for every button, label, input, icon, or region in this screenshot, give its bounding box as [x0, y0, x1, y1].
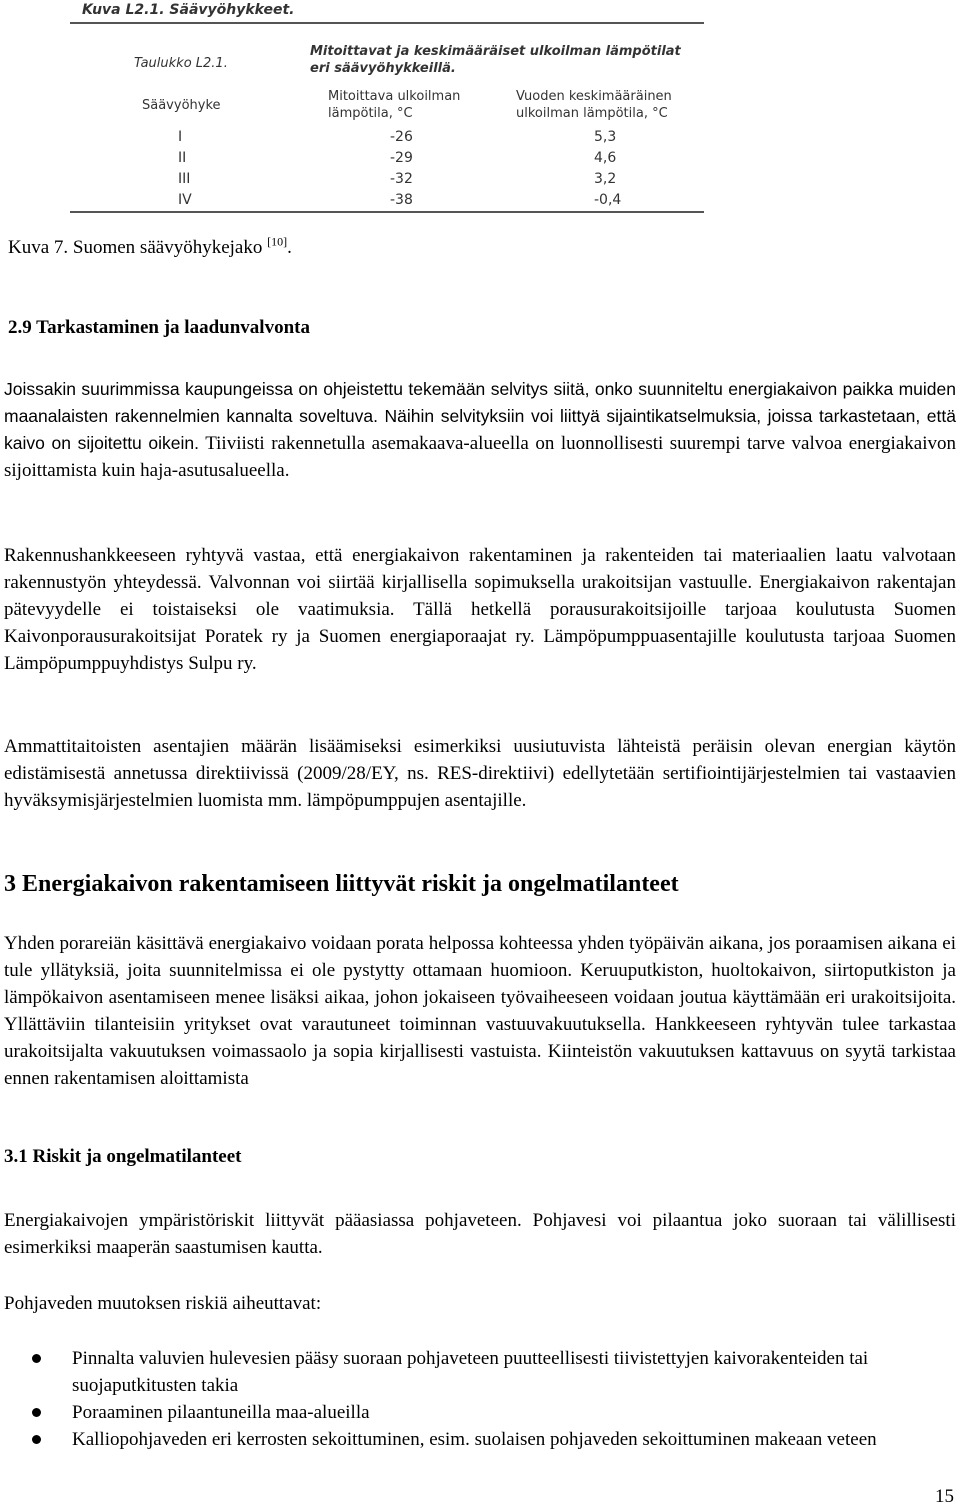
bullet-icon: [32, 1408, 41, 1417]
list-item-text: Kalliopohjaveden eri kerrosten sekoittuminen, esim. suolaisen pohjaveden sekoittuminen makeaan veteen: [72, 1429, 877, 1450]
list-item-text: Pinnalta valuvien hulevesien pääsy suoraan pohjaveteen puutteellisesti tiivistettyjen kaivorakenteiden tai suojaputkitusten takia: [72, 1348, 869, 1396]
table-row: [70, 128, 704, 149]
section-heading-3-1: 3.1 Riskit ja ongelmatilanteet: [4, 1146, 242, 1167]
table-cell: -0,4: [594, 192, 622, 208]
list-item: [0, 1399, 944, 1426]
table-cell: III: [178, 171, 191, 187]
paragraph: Pohjaveden muutoksen riskiä aiheuttavat:: [4, 1293, 322, 1314]
risk-list: [0, 1345, 944, 1453]
table-cell: 4,6: [594, 150, 617, 166]
paragraph: [4, 376, 956, 484]
table-header-zone: Säävyöhyke: [142, 98, 221, 113]
table-body: [70, 128, 704, 212]
paragraph: Rakennushankkeeseen ryhtyvä vastaa, että energiakaivon rakentaminen ja rakenteiden tai materiaalien laatu valvotaan rakennustyön yhteydessä. Valvonnan voi siirtää kirjallisella sopimuksella urakoitsijan vastuulle. Energiakaivon rakentajan pätevyydelle ei toistaiseksi ole vaatimuksia. Tällä hetkellä porausurakoitsijoille tarjoaa koulutusta Suomen Kaivonporausurakoitsijat Poratek ry ja Suomen energiaporaajat ry. Lämpöpumppuasentajille koulutusta tarjoaa Suomen Lämpöpumppuyhdistys Sulpu ry.: [4, 545, 956, 674]
bullet-icon: [32, 1435, 41, 1444]
page-number: 15: [935, 1486, 954, 1507]
figure-title: Kuva L2.1. Säävyöhykkeet.: [82, 2, 295, 18]
table-cell: I: [178, 129, 183, 145]
table-description: Mitoittavat ja keskimääräiset ulkoilman lämpötilat eri säävyöhykkeillä.: [310, 44, 681, 76]
table-cell: -38: [390, 192, 413, 208]
climate-zone-figure: [70, 0, 704, 214]
table-cell: -29: [390, 150, 413, 166]
caption-end: .: [287, 237, 292, 258]
list-item: [0, 1345, 944, 1399]
paragraph: Ammattitaitoisten asentajien määrän lisäämiseksi esimerkiksi uusiutuvista lähteistä peräisin olevan energian käytön edistämisestä annetussa direktiivissä (2009/28/EY, ns. RES-direktiivi) edellytetään sertifiointijärjestelmien tai vastaavien hyväksymisjärjestelmien luomista mm. lämpöpumppujen asentajille.: [4, 736, 956, 811]
table-cell: -26: [390, 129, 413, 145]
table-header-mean-temp: Vuoden keskimääräinen ulkoilman lämpötila, °C: [516, 89, 672, 121]
section-heading-3: 3 Energiakaivon rakentamiseen liittyvät riskit ja ongelmatilanteet: [4, 871, 679, 897]
table-row: [70, 149, 704, 170]
figure-top-rule: [70, 22, 704, 24]
section-heading-2-9: 2.9 Tarkastaminen ja laadunvalvonta: [8, 317, 310, 338]
table-cell: 5,3: [594, 129, 617, 145]
caption-reference: [10]: [267, 234, 288, 249]
list-item-text: Poraaminen pilaantuneilla maa-alueilla: [72, 1402, 370, 1423]
table-cell: II: [178, 150, 187, 166]
caption-text: Kuva 7. Suomen säävyöhykejako: [8, 237, 263, 258]
table-cell: IV: [178, 192, 192, 208]
table-row: [70, 170, 704, 191]
table-cell: -32: [390, 171, 413, 187]
paragraph-text: Tiiviisti rakennetulla asemakaava-alueella on luonnollisesti suurempi tarve valvoa energiakaivon sijoittamista kuin haja-asutusalueella.: [4, 433, 956, 481]
figure-bottom-rule: [70, 211, 704, 213]
paragraph-text: Joissakin suurimmissa kaupungeissa on ohjeistettu tekemään selvitys siitä, onko suunniteltu energiakaivon paikka muiden maanalaisten rakennelmien kannalta soveltuva. Näihin selvityksiin voi liittyä sijaintikatselmuksia, joissa tarkastetaan, että kaivo on sijoitettu oikein.: [4, 379, 956, 453]
table-cell: 3,2: [594, 171, 617, 187]
list-item: [0, 1426, 944, 1453]
paragraph: Yhden porareiän käsittävä energiakaivo voidaan porata helpossa kohteessa yhden työpäivän aikana, jos poraamisen aikana ei tule yllätyksiä, joita suunnitelmissa ei ole pystytty ottamaan huomioon. Keruuputkiston, huoltokaivon, siirtoputkiston ja lämpökaivon asentamiseen menee lisäksi aikaa, johon jokaiseen työvaiheeseen voidaan joutua käyttämään eri urakoitsijoita. Yllättäviin tilanteisiin yritykset ovat varautuneet toiminnan vastuuvakuutuksella. Hankkeeseen ryhtyvän tulee tarkastaa urakoitsijalta vakuutuksen voimassaolo ja sopia kirjallisesti vastuista. Kiinteistön vakuutuksen kattavuus on syytä tarkistaa ennen rakentamisen aloittamista: [4, 933, 956, 1089]
table-row: [70, 191, 704, 212]
bullet-icon: [32, 1354, 41, 1363]
table-header-design-temp: Mitoittava ulkoilman lämpötila, °C: [328, 89, 461, 121]
paragraph: Energiakaivojen ympäristöriskit liittyvät pääasiassa pohjaveteen. Pohjavesi voi pilaantua joko suoraan tai välillisesti esimerkiksi maaperän saastumisen kautta.: [4, 1210, 956, 1258]
table-label: Taulukko L2.1.: [134, 56, 228, 71]
figure-caption: [8, 234, 292, 259]
